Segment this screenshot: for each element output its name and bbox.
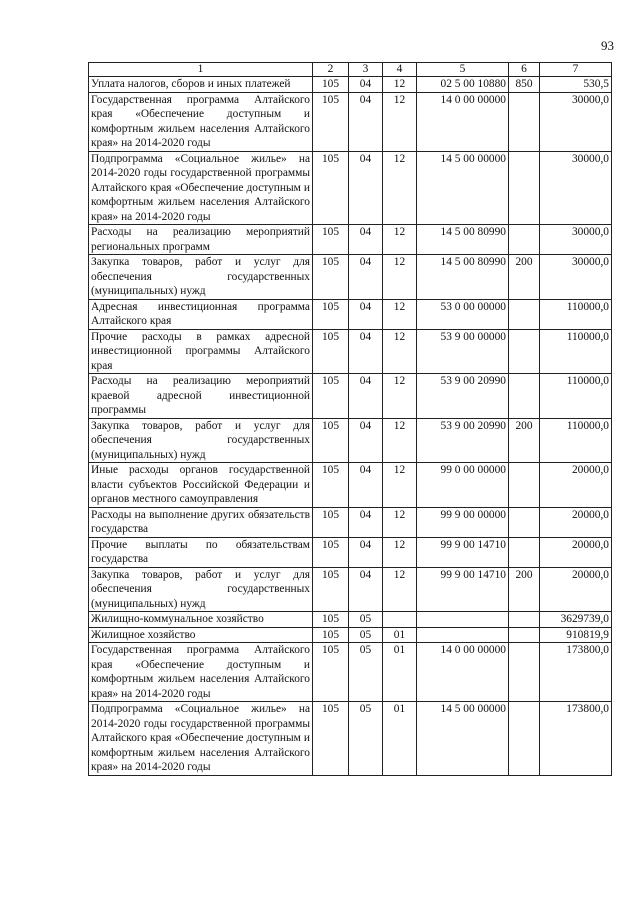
- admin-code-cell: 105: [313, 92, 349, 151]
- amount-cell: 110000,0: [540, 329, 612, 374]
- table-row: [89, 77, 612, 93]
- section-code-cell: 04: [349, 507, 383, 537]
- table-row: [89, 255, 612, 300]
- page-number: 93: [601, 38, 614, 53]
- table-row: [89, 537, 612, 567]
- admin-code-cell: 105: [313, 77, 349, 93]
- amount-cell: 20000,0: [540, 463, 612, 508]
- expense-type-cell: [509, 92, 540, 151]
- subsection-code-cell: 12: [383, 507, 417, 537]
- subsection-code-cell: 12: [383, 151, 417, 225]
- admin-code-cell: 105: [313, 643, 349, 702]
- admin-code-cell: 105: [313, 299, 349, 329]
- column-header: 2: [313, 63, 349, 77]
- row-name-cell: Расходы на реализацию мероприятий региональных программ: [89, 225, 313, 255]
- column-header: 6: [509, 63, 540, 77]
- row-name-cell: Прочие расходы в рамках адресной инвестиционной программы Алтайского края: [89, 329, 313, 374]
- subsection-code-cell: 12: [383, 92, 417, 151]
- amount-cell: 30000,0: [540, 92, 612, 151]
- table-row: [89, 299, 612, 329]
- target-article-cell: 99 0 00 00000: [417, 463, 509, 508]
- admin-code-cell: 105: [313, 418, 349, 463]
- admin-code-cell: 105: [313, 627, 349, 643]
- section-code-cell: 05: [349, 627, 383, 643]
- row-name-cell: Подпрограмма «Социальное жилье» на 2014-2020 годы государственной программы Алтайского края «Обеспечение доступным и комфортным жильем населения Алтайского края» на 2014-2020 годы: [89, 702, 313, 776]
- subsection-code-cell: 12: [383, 374, 417, 419]
- table-row: [89, 627, 612, 643]
- amount-cell: 910819,9: [540, 627, 612, 643]
- expense-type-cell: [509, 225, 540, 255]
- target-article-cell: 53 9 00 20990: [417, 418, 509, 463]
- amount-cell: 530,5: [540, 77, 612, 93]
- table-row: [89, 567, 612, 612]
- table-row: [89, 702, 612, 776]
- section-code-cell: 04: [349, 299, 383, 329]
- section-code-cell: 04: [349, 567, 383, 612]
- expense-type-cell: 850: [509, 77, 540, 93]
- admin-code-cell: 105: [313, 255, 349, 300]
- row-name-cell: Закупка товаров, работ и услуг для обеспечения государственных (муниципальных) нужд: [89, 567, 313, 612]
- subsection-code-cell: 12: [383, 537, 417, 567]
- section-code-cell: 04: [349, 537, 383, 567]
- table-row: [89, 612, 612, 628]
- budget-table: [88, 62, 612, 776]
- admin-code-cell: 105: [313, 567, 349, 612]
- expense-type-cell: [509, 329, 540, 374]
- expense-type-cell: [509, 537, 540, 567]
- expense-type-cell: [509, 463, 540, 508]
- section-code-cell: 04: [349, 92, 383, 151]
- row-name-cell: Прочие выплаты по обязательствам государства: [89, 537, 313, 567]
- target-article-cell: 99 9 00 14710: [417, 537, 509, 567]
- expense-type-cell: [509, 151, 540, 225]
- amount-cell: 110000,0: [540, 418, 612, 463]
- subsection-code-cell: 01: [383, 702, 417, 776]
- subsection-code-cell: 12: [383, 299, 417, 329]
- subsection-code-cell: 01: [383, 627, 417, 643]
- target-article-cell: 02 5 00 10880: [417, 77, 509, 93]
- section-code-cell: 04: [349, 418, 383, 463]
- admin-code-cell: 105: [313, 612, 349, 628]
- row-name-cell: Адресная инвестиционная программа Алтайского края: [89, 299, 313, 329]
- amount-cell: 173800,0: [540, 702, 612, 776]
- admin-code-cell: 105: [313, 537, 349, 567]
- expense-type-cell: 200: [509, 567, 540, 612]
- row-name-cell: Подпрограмма «Социальное жилье» на 2014-2020 годы государственной программы Алтайского края «Обеспечение доступным и комфортным жильем населения Алтайского края» на 2014-2020 годы: [89, 151, 313, 225]
- section-code-cell: 04: [349, 463, 383, 508]
- amount-cell: 110000,0: [540, 374, 612, 419]
- amount-cell: 20000,0: [540, 507, 612, 537]
- target-article-cell: 14 0 00 00000: [417, 643, 509, 702]
- subsection-code-cell: 12: [383, 329, 417, 374]
- expense-type-cell: [509, 643, 540, 702]
- expense-type-cell: [509, 507, 540, 537]
- section-code-cell: 05: [349, 612, 383, 628]
- admin-code-cell: 105: [313, 507, 349, 537]
- table-row: [89, 507, 612, 537]
- expense-type-cell: [509, 299, 540, 329]
- amount-cell: 20000,0: [540, 567, 612, 612]
- target-article-cell: 53 0 00 00000: [417, 299, 509, 329]
- target-article-cell: 14 5 00 00000: [417, 151, 509, 225]
- expense-type-cell: 200: [509, 418, 540, 463]
- subsection-code-cell: [383, 612, 417, 628]
- row-name-cell: Закупка товаров, работ и услуг для обеспечения государственных (муниципальных) нужд: [89, 255, 313, 300]
- section-code-cell: 04: [349, 151, 383, 225]
- admin-code-cell: 105: [313, 374, 349, 419]
- table-row: [89, 643, 612, 702]
- target-article-cell: [417, 612, 509, 628]
- section-code-cell: 04: [349, 255, 383, 300]
- amount-cell: 173800,0: [540, 643, 612, 702]
- target-article-cell: 14 0 00 00000: [417, 92, 509, 151]
- admin-code-cell: 105: [313, 329, 349, 374]
- row-name-cell: Иные расходы органов государственной власти субъектов Российской Федерации и органов местного самоуправления: [89, 463, 313, 508]
- expense-type-cell: 200: [509, 255, 540, 300]
- row-name-cell: Государственная программа Алтайского края «Обеспечение доступным и комфортным жильем населения Алтайского края» на 2014-2020 годы: [89, 92, 313, 151]
- target-article-cell: 14 5 00 80990: [417, 225, 509, 255]
- target-article-cell: 14 5 00 80990: [417, 255, 509, 300]
- section-code-cell: 04: [349, 329, 383, 374]
- column-header: 7: [540, 63, 612, 77]
- subsection-code-cell: 12: [383, 418, 417, 463]
- section-code-cell: 04: [349, 374, 383, 419]
- expense-type-cell: [509, 374, 540, 419]
- row-name-cell: Расходы на выполнение других обязательств государства: [89, 507, 313, 537]
- table-body: [89, 77, 612, 776]
- subsection-code-cell: 12: [383, 225, 417, 255]
- amount-cell: 20000,0: [540, 537, 612, 567]
- table-row: [89, 374, 612, 419]
- amount-cell: 30000,0: [540, 255, 612, 300]
- section-code-cell: 05: [349, 643, 383, 702]
- amount-cell: 30000,0: [540, 151, 612, 225]
- admin-code-cell: 105: [313, 702, 349, 776]
- section-code-cell: 04: [349, 77, 383, 93]
- amount-cell: 110000,0: [540, 299, 612, 329]
- subsection-code-cell: 12: [383, 567, 417, 612]
- section-code-cell: 04: [349, 225, 383, 255]
- subsection-code-cell: 12: [383, 77, 417, 93]
- column-header: 3: [349, 63, 383, 77]
- column-header: 1: [89, 63, 313, 77]
- subsection-code-cell: 12: [383, 463, 417, 508]
- target-article-cell: 99 9 00 00000: [417, 507, 509, 537]
- target-article-cell: 53 9 00 20990: [417, 374, 509, 419]
- target-article-cell: 99 9 00 14710: [417, 567, 509, 612]
- table-row: [89, 92, 612, 151]
- table-row: [89, 418, 612, 463]
- subsection-code-cell: 01: [383, 643, 417, 702]
- expense-type-cell: [509, 612, 540, 628]
- target-article-cell: [417, 627, 509, 643]
- target-article-cell: 53 9 00 00000: [417, 329, 509, 374]
- row-name-cell: Закупка товаров, работ и услуг для обеспечения государственных (муниципальных) нужд: [89, 418, 313, 463]
- table-row: [89, 151, 612, 225]
- admin-code-cell: 105: [313, 225, 349, 255]
- column-header: 5: [417, 63, 509, 77]
- admin-code-cell: 105: [313, 463, 349, 508]
- amount-cell: 3629739,0: [540, 612, 612, 628]
- table-row: [89, 225, 612, 255]
- expense-type-cell: [509, 627, 540, 643]
- row-name-cell: Государственная программа Алтайского края «Обеспечение доступным и комфортным жильем населения Алтайского края» на 2014-2020 годы: [89, 643, 313, 702]
- header-row: [89, 63, 612, 77]
- subsection-code-cell: 12: [383, 255, 417, 300]
- table-row: [89, 329, 612, 374]
- amount-cell: 30000,0: [540, 225, 612, 255]
- section-code-cell: 05: [349, 702, 383, 776]
- admin-code-cell: 105: [313, 151, 349, 225]
- row-name-cell: Жилищно-коммунальное хозяйство: [89, 612, 313, 628]
- row-name-cell: Жилищное хозяйство: [89, 627, 313, 643]
- row-name-cell: Расходы на реализацию мероприятий краевой адресной инвестиционной программы: [89, 374, 313, 419]
- target-article-cell: 14 5 00 00000: [417, 702, 509, 776]
- expense-type-cell: [509, 702, 540, 776]
- column-header: 4: [383, 63, 417, 77]
- table-row: [89, 463, 612, 508]
- row-name-cell: Уплата налогов, сборов и иных платежей: [89, 77, 313, 93]
